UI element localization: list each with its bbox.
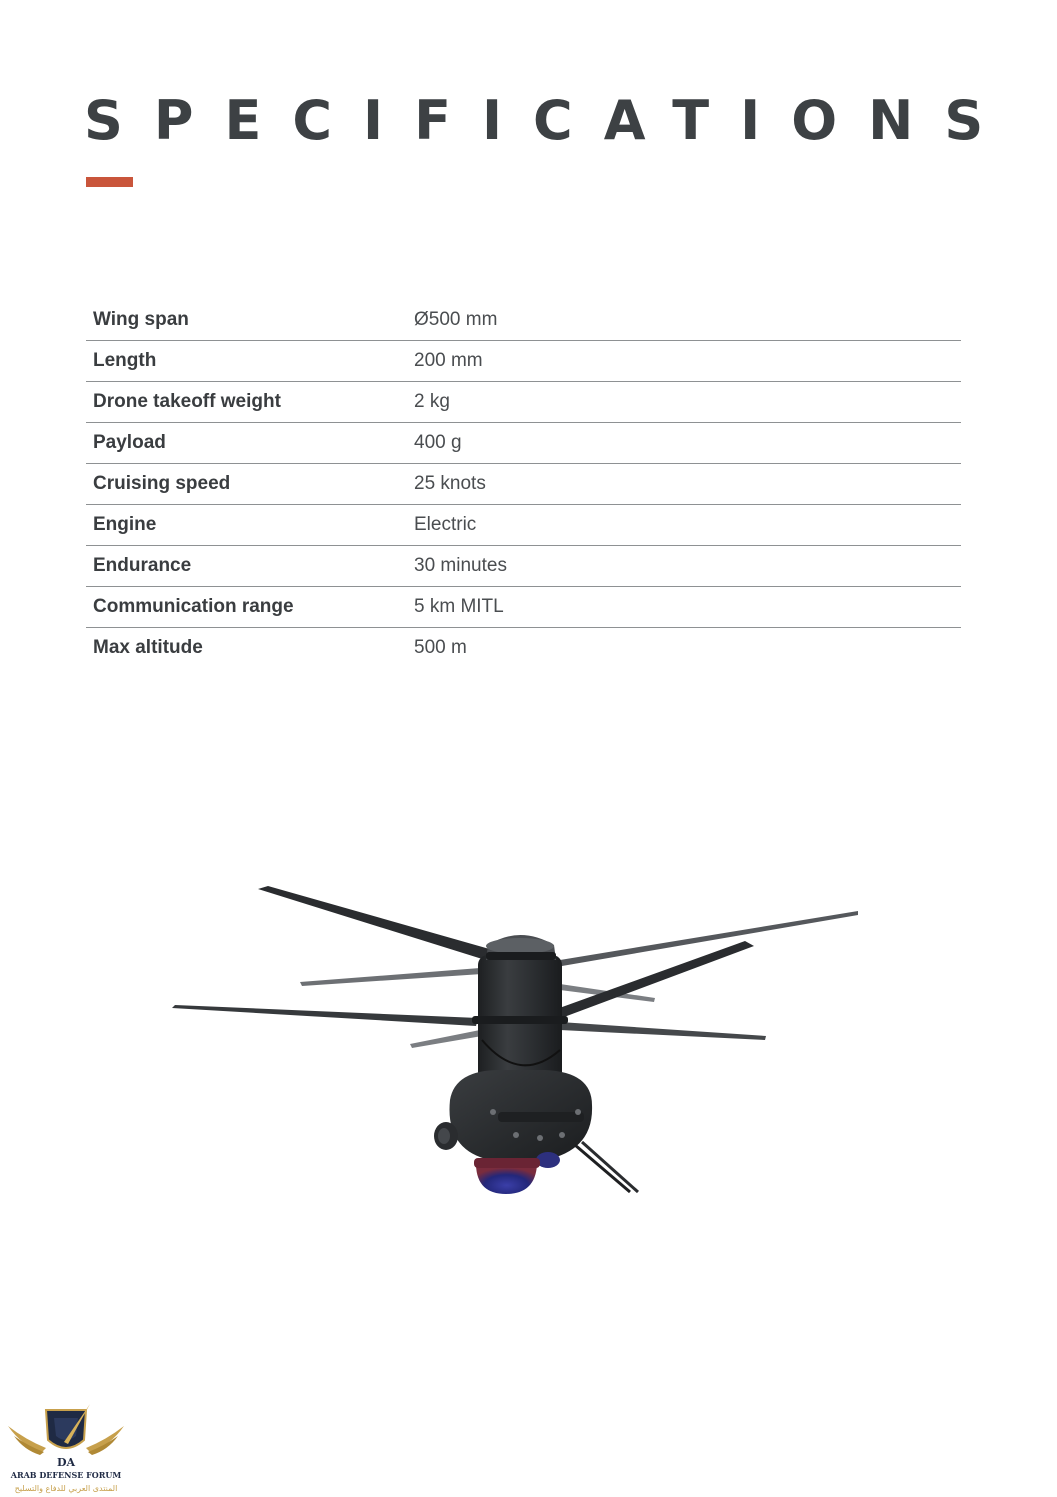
spec-label: Communication range [86,587,414,628]
arab-defense-forum-logo [6,1400,126,1496]
spec-label: Length [86,341,414,382]
logo-name-ar: المنتدى العربي للدفاع والتسليح [14,1484,118,1493]
table-row [86,587,961,628]
spec-label: Wing span [86,300,414,341]
spec-value: 5 km MITL [414,587,961,628]
page-title: SPECIFICATIONS [84,89,1015,152]
logo-name-en: ARAB DEFENSE FORUM [10,1470,122,1480]
table-row [86,546,961,587]
drone-pod [434,1070,592,1160]
table-row [86,505,961,546]
table-row [86,423,961,464]
spec-label: Cruising speed [86,464,414,505]
table-row [86,341,961,382]
title-accent-bar [86,177,133,187]
table-row [86,628,961,669]
spec-value: 500 m [414,637,467,658]
table-row [86,464,961,505]
spec-value: 200 mm [414,341,961,382]
logo-monogram: DA [56,1456,76,1469]
spec-label: Max altitude [93,637,203,658]
drone-illustration [160,870,880,1210]
spec-label: Engine [86,505,414,546]
spec-value: Ø500 mm [414,300,961,341]
table-row [86,382,961,423]
spec-label: Endurance [86,546,414,587]
spec-value: 400 g [414,423,961,464]
spec-value: Electric [414,505,961,546]
table-row [86,300,961,341]
camera-dome [474,1152,560,1194]
spec-value: 2 kg [414,382,961,423]
specifications-table [86,300,961,668]
spec-value: 25 knots [414,464,961,505]
spec-label: Drone takeoff weight [86,382,414,423]
spec-value: 30 minutes [414,546,961,587]
spec-label: Payload [86,423,414,464]
antenna [575,1142,638,1192]
